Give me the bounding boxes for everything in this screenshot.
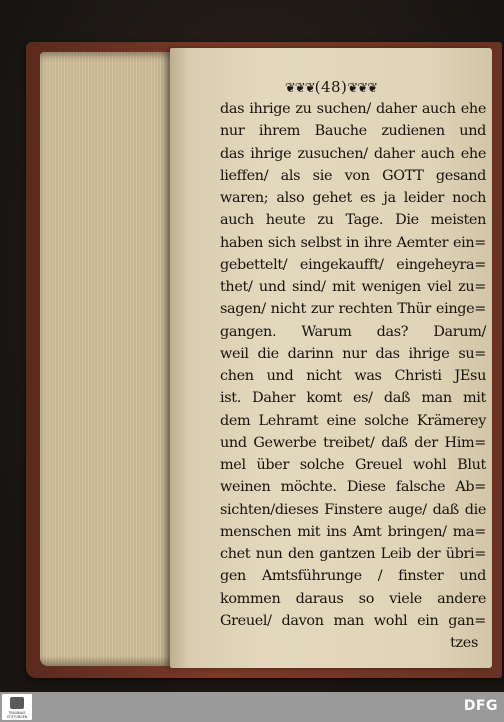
page-header: [170, 78, 492, 96]
text-line: chen und nicht was Christi JEsu: [220, 368, 486, 384]
text-line: das ihrige zu suchen/ daher auch ehe: [220, 101, 486, 117]
text-line: und Gewerbe treibet/ daß der Him=: [220, 434, 486, 451]
footer-bar: [0, 692, 504, 722]
text-line: gangen. Warum das? Darum/: [220, 323, 486, 340]
text-line: mel über solche Greuel wohl Blut: [220, 457, 486, 473]
text-block: [220, 98, 486, 654]
text-line: haben sich selbst in ihre Aemter ein=: [220, 234, 486, 251]
text-line: menschen mit ins Amt bringen/ ma=: [220, 523, 486, 540]
text-line: sagen/ nicht zur rechten Thür einge=: [220, 301, 486, 318]
text-line: kommen daraus so viele andere: [220, 590, 486, 607]
text-line: weil die darinn nur das ihrige su=: [220, 345, 486, 362]
ornament-left-icon: ❦❦❦: [284, 81, 315, 96]
text-line: nur ihrem Bauche zudienen und: [220, 123, 486, 140]
page-edges: [40, 52, 172, 666]
book-page: [170, 48, 492, 668]
text-line: gen Amtsführunge / finster und: [220, 568, 486, 585]
text-line: das ihrige zusuchen/ daher auch ehe: [220, 145, 486, 162]
text-line: auch heute zu Tage. Die meisten: [220, 212, 486, 229]
text-line: dem Lehramt eine solche Krämerey: [220, 412, 486, 429]
institution-logo: [2, 694, 32, 720]
text-line: chet nun den gantzen Leib der übri=: [220, 546, 486, 562]
text-line: thet/ und sind/ mit wenigen viel zu=: [220, 279, 486, 295]
text-line: ist. Daher komt es/ daß man mit: [220, 390, 486, 407]
text-line: weinen möchte. Diese falsche Ab=: [220, 479, 486, 496]
text-line: Greuel/ davon man wohl ein gan=: [220, 612, 486, 629]
text-line: sichten/dieses Finstere auge/ daß die: [220, 501, 486, 518]
ornament-right-icon: ❦❦❦: [347, 81, 378, 96]
dfg-logo: DFG: [463, 698, 498, 714]
institution-logo-icon: [10, 697, 24, 709]
text-line: waren; also gehet es ja leider noch: [220, 190, 486, 206]
page-number: (48): [314, 78, 348, 96]
text-line: tzes: [450, 635, 478, 651]
text-line: lieffen/ als sie von GOTT gesand: [220, 167, 486, 184]
institution-logo-text: TRAGBAKE STIFTUNGEN: [6, 711, 28, 719]
text-line: gebettelt/ eingekaufft/ eingeheyra=: [220, 256, 486, 273]
